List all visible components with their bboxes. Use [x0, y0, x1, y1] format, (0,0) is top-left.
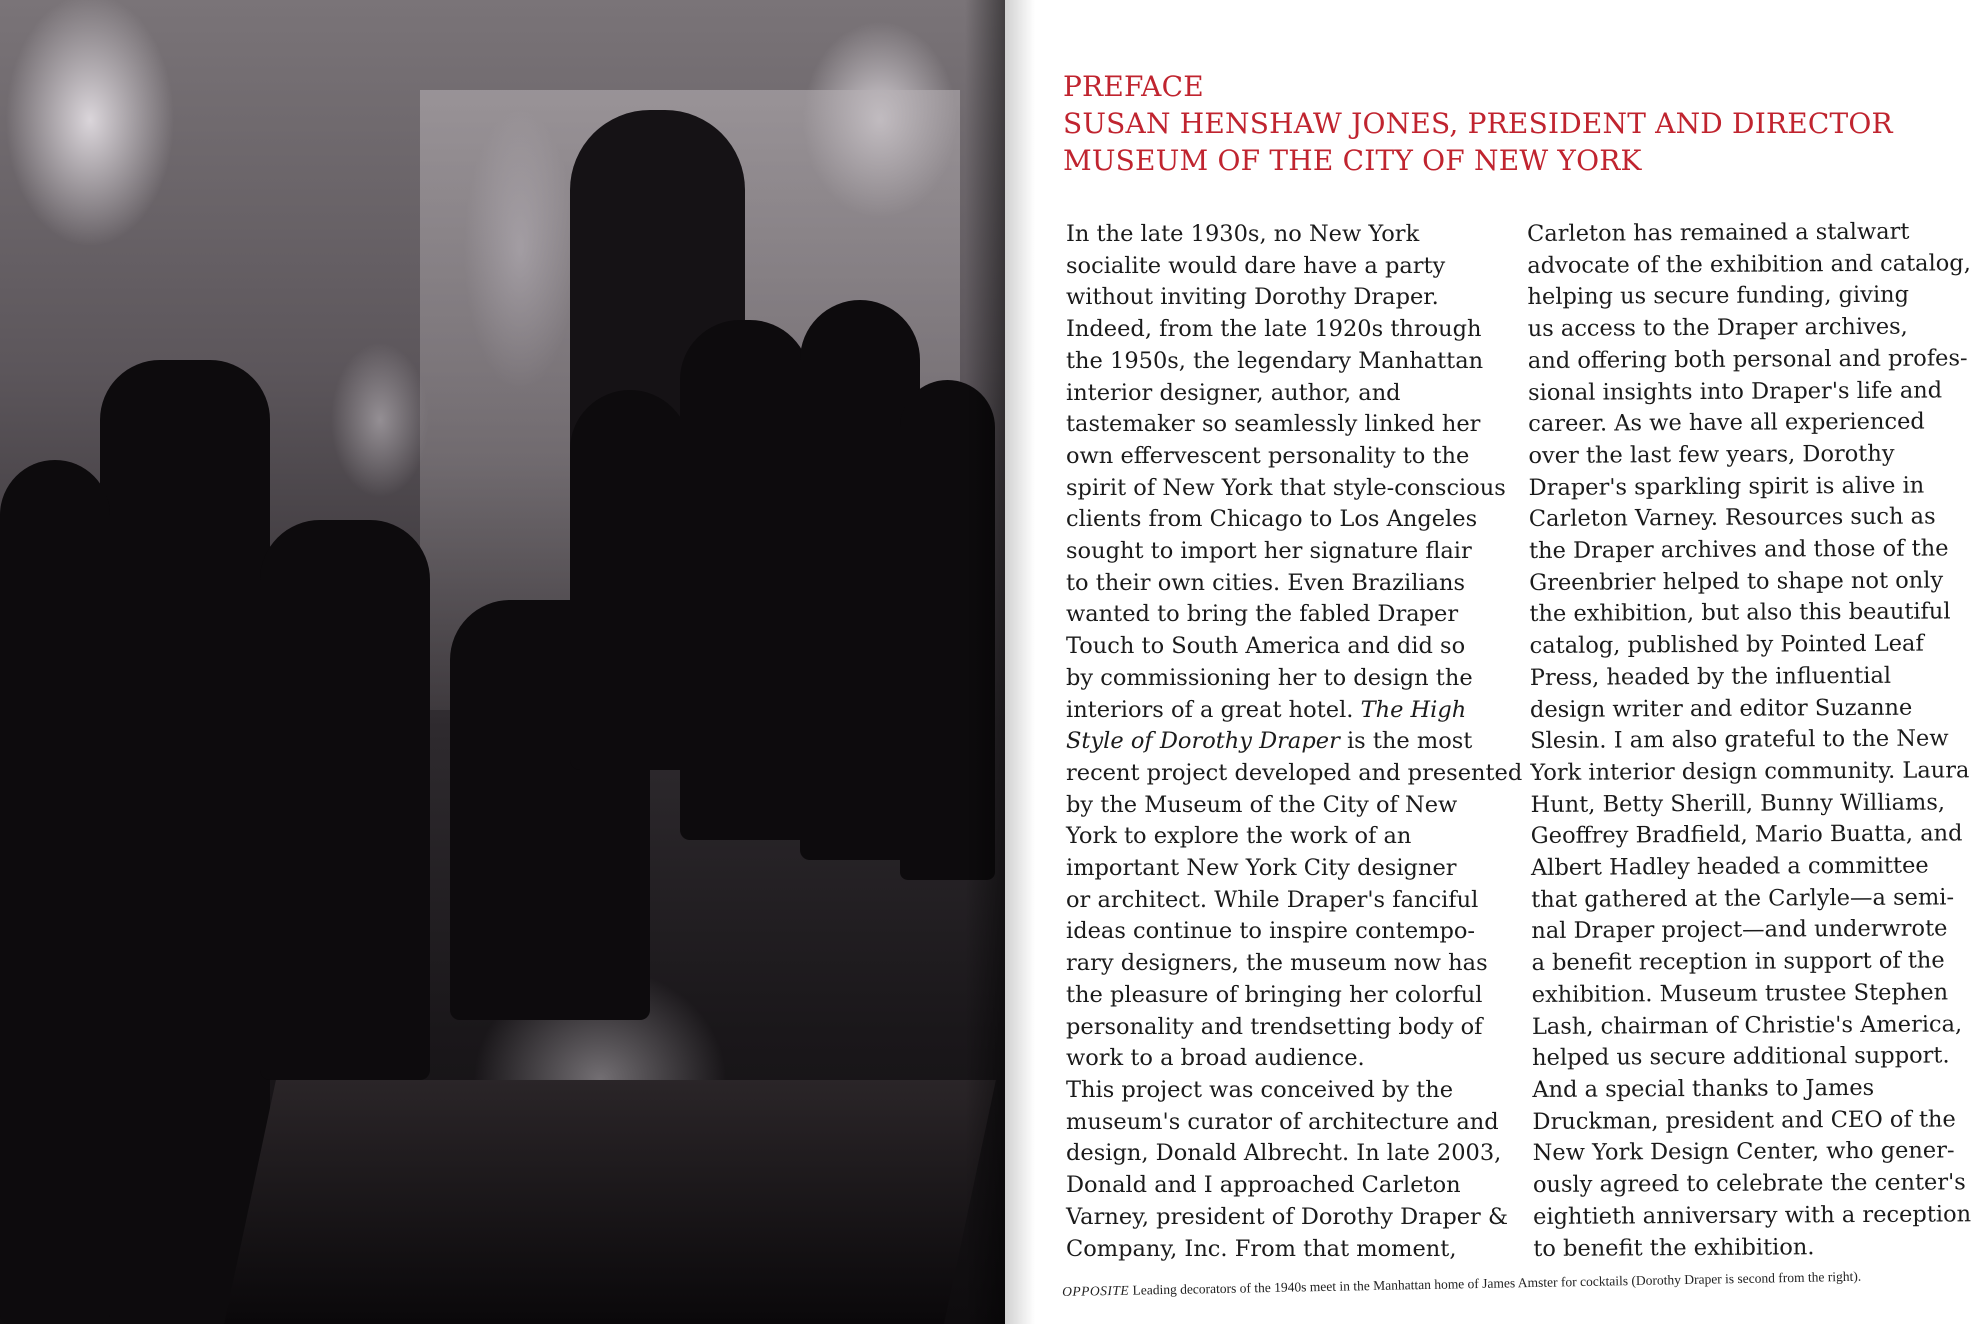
book-title-italic: The High: [1360, 696, 1467, 723]
text-line: York interior design community. Laura: [1530, 757, 1970, 786]
text-line: rary designers, the museum now has: [1066, 950, 1488, 977]
text-line: York to explore the work of an: [1066, 823, 1412, 850]
text-line: over the last few years, Dorothy: [1528, 440, 1895, 469]
text-line: clients from Chicago to Los Angeles: [1066, 506, 1478, 533]
text-line: sought to import her signature flair: [1066, 538, 1472, 565]
heading-title: PREFACE: [1063, 70, 1204, 103]
text-line: that gathered at the Carlyle—a semi-: [1531, 884, 1955, 913]
text-line: And a special thanks to James: [1532, 1074, 1875, 1103]
text-line: without inviting Dorothy Draper.: [1066, 284, 1439, 311]
text-line: wanted to bring the fabled Draper: [1066, 601, 1459, 628]
text-line: and offering both personal and profes-: [1527, 345, 1968, 374]
text-line: This project was conceived by the: [1066, 1076, 1454, 1103]
text-line: helping us secure funding, giving: [1527, 282, 1910, 311]
text-line: Carleton Varney. Resources such as: [1528, 503, 1936, 533]
text-line: by commissioning her to design the: [1066, 664, 1473, 691]
text-line: by the Museum of the City of New: [1066, 791, 1458, 818]
text-line: Geoffrey Bradfield, Mario Buatta, and: [1530, 820, 1963, 850]
text-line: [1066, 695, 1506, 727]
text-line: the 1950s, the legendary Manhattan: [1066, 347, 1484, 374]
book-title-italic: Style of Dorothy Draper: [1066, 728, 1340, 755]
photo-figure: [260, 520, 430, 1080]
text-line: sional insights into Draper's life and: [1527, 376, 1943, 406]
caption-text: Leading decorators of the 1940s meet in the Manhattan home of James Amster for cocktails (Dorothy Draper is second from the right).: [1128, 1268, 1862, 1298]
text-fragment: is the most: [1339, 728, 1473, 755]
text-line: career. As we have all experienced: [1528, 408, 1925, 438]
text-line: Lash, chairman of Christie's America,: [1531, 1010, 1963, 1040]
text-line: In the late 1930s, no New York: [1066, 221, 1420, 247]
text-line: nal Draper project—and underwrote: [1531, 915, 1948, 945]
body-column-right: [1527, 216, 1973, 1265]
text-line: the Draper archives and those of the: [1528, 535, 1949, 565]
text-line: Touch to South America and did so: [1066, 633, 1466, 660]
photo-figure: [680, 320, 810, 840]
text-line: recent project developed and presented: [1066, 759, 1523, 786]
text-line: Slesin. I am also grateful to the New: [1530, 725, 1949, 755]
text-line: own effervescent personality to the: [1066, 442, 1470, 469]
preface-heading: [1063, 68, 1893, 179]
text-line: tastemaker so seamlessly linked her: [1066, 411, 1481, 438]
text-line: work to a broad audience.: [1066, 1045, 1365, 1072]
text-line: Varney, president of Dorothy Draper &: [1066, 1203, 1508, 1230]
text-line: Greenbrier helped to shape not only: [1529, 567, 1944, 596]
heading-institution: MUSEUM OF THE CITY OF NEW YORK: [1063, 144, 1642, 177]
text-line: Hunt, Betty Sherill, Bunny Williams,: [1530, 789, 1946, 818]
text-line: Albert Hadley headed a committee: [1530, 852, 1929, 882]
page-gutter-shade: [1005, 0, 1035, 1324]
photo-coffee-table: [224, 1080, 996, 1324]
text-line: Indeed, from the late 1920s through: [1066, 316, 1482, 343]
book-gutter-shadow: [965, 0, 1005, 1324]
text-line: exhibition. Museum trustee Stephen: [1531, 979, 1949, 1008]
text-line: the pleasure of bringing her colorful: [1066, 981, 1483, 1008]
text-line: Company, Inc. From that moment,: [1066, 1235, 1457, 1262]
text-line: New York Design Center, who gener-: [1532, 1137, 1955, 1167]
photo-figure: [0, 460, 110, 1324]
text-line: or architect. While Draper's fanciful: [1066, 886, 1479, 913]
photo-figure: [570, 390, 690, 770]
text-line: spirit of New York that style-conscious: [1066, 474, 1506, 501]
text-line: to their own cities. Even Brazilians: [1066, 569, 1466, 596]
text-line: socialite would dare have a party: [1066, 252, 1446, 279]
text-line: interior designer, author, and: [1066, 379, 1401, 406]
caption-label: OPPOSITE: [1062, 1282, 1130, 1299]
text-line: catalog, published by Pointed Leaf: [1529, 630, 1924, 660]
text-line: Donald and I approached Carleton: [1066, 1172, 1461, 1199]
text-line: advocate of the exhibition and catalog,: [1527, 249, 1971, 279]
body-column-left: [1066, 219, 1523, 1265]
text-line: to benefit the exhibition.: [1533, 1233, 1815, 1262]
text-line: museum's curator of architecture and: [1066, 1108, 1499, 1135]
text-line: Carleton has remained a stalwart: [1527, 218, 1910, 247]
text-line: eightieth anniversary with a reception: [1533, 1201, 1972, 1230]
text-line: design writer and editor Suzanne: [1529, 694, 1913, 723]
heading-author: SUSAN HENSHAW JONES, PRESIDENT AND DIRECTOR: [1063, 107, 1893, 140]
text-line: the exhibition, but also this beautiful: [1529, 598, 1951, 628]
text-line: [1066, 726, 1506, 758]
text-fragment: interiors of a great hotel.: [1066, 696, 1354, 723]
text-line: ideas continue to inspire contempo-: [1066, 918, 1476, 945]
text-line: Press, headed by the influential: [1529, 662, 1892, 691]
text-line: ously agreed to celebrate the center's: [1532, 1169, 1966, 1199]
text-line: Draper's sparkling spirit is alive in: [1528, 472, 1925, 501]
text-line: important New York City designer: [1066, 855, 1457, 882]
text-line: design, Donald Albrecht. In late 2003,: [1066, 1140, 1502, 1167]
photo-figure: [100, 360, 270, 1324]
text-line: Druckman, president and CEO of the: [1532, 1106, 1956, 1135]
text-line: us access to the Draper archives,: [1527, 313, 1908, 343]
text-line: helped us secure additional support.: [1532, 1042, 1950, 1072]
text-line: personality and trendsetting body of: [1066, 1013, 1483, 1040]
text-line: a benefit reception in support of the: [1531, 947, 1945, 977]
